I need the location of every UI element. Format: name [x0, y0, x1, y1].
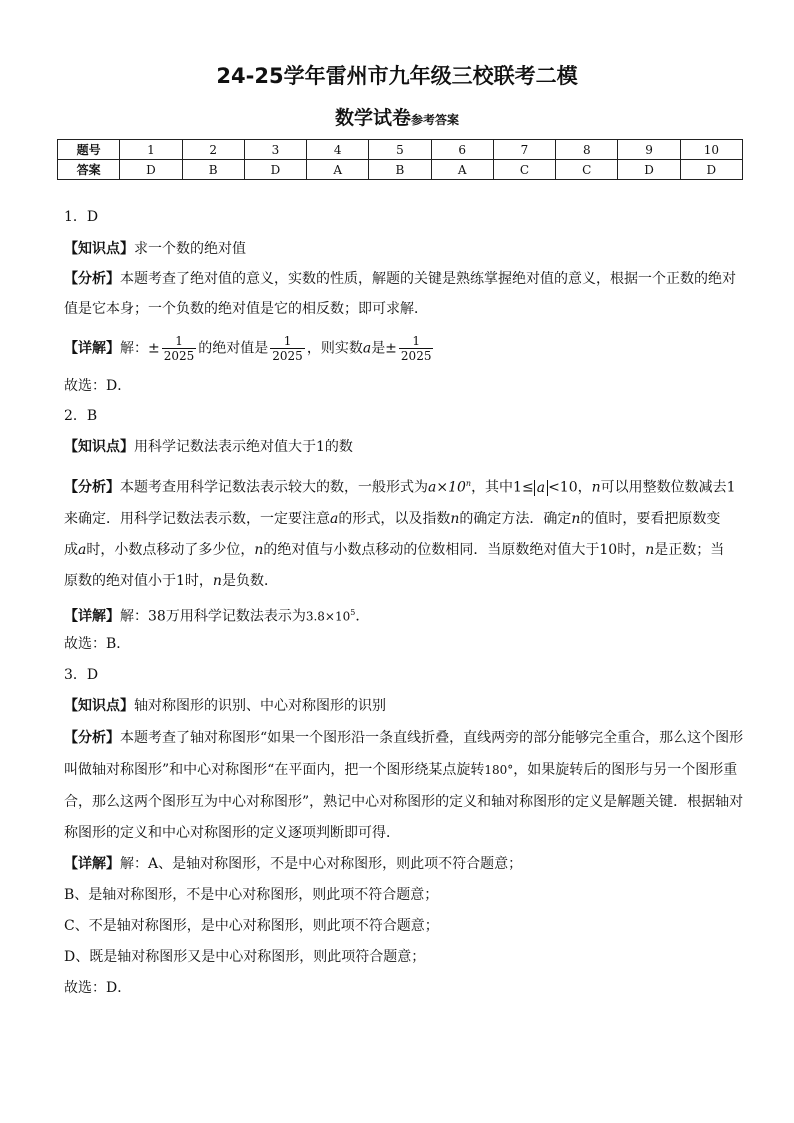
q2-detail-tag: 【详解】: [64, 608, 120, 625]
q2-knowledge-point: [64, 437, 353, 457]
q2-knowledge-text: 用科学记数法表示绝对值大于1的数: [134, 439, 353, 455]
q1-detail-line: [64, 334, 435, 363]
q2-analysis-text: 的确定方法．确定: [459, 511, 572, 527]
q2-sci-form: a×10: [428, 479, 466, 496]
q2-variable-n: n: [645, 542, 655, 558]
q2-analysis-line-2: [64, 509, 720, 529]
q2-analysis-line-1: [64, 474, 736, 498]
q2-analysis-line-4: [64, 571, 278, 591]
q3-detail-tag: 【详解】: [64, 856, 120, 872]
q2-analysis-text: <10，: [548, 479, 592, 496]
q2-detail-text-end: ．: [355, 608, 370, 625]
q2-variable-n: n: [212, 573, 222, 589]
q3-analysis-line-1: [64, 728, 743, 748]
q3-detail-line-3: C、不是轴对称图形，是中心对称图形，则此项不符合题意；: [64, 918, 439, 934]
q2-analysis-text: 成: [64, 542, 78, 558]
q2-analysis-line-3: [64, 540, 724, 560]
q1-detail-text-c: ，则实数: [306, 340, 363, 357]
q2-variable-n: n: [571, 511, 581, 527]
q1-knowledge-text: 求一个数的绝对值: [134, 241, 246, 257]
q3-conclusion: 故选：D．: [64, 980, 132, 996]
q2-detail-text: 解：38万用科学记数法表示为: [120, 608, 306, 625]
answer-cell: A: [307, 160, 369, 180]
q1-analysis-tag: 【分析】: [64, 271, 120, 287]
q2-abs-value: a: [534, 480, 548, 496]
question-number-cell: 4: [307, 140, 369, 160]
answer-cell: C: [556, 160, 618, 180]
answer-cell: D: [680, 160, 742, 180]
row-label-answer: 答案: [58, 160, 120, 180]
q2-variable-a: a: [330, 511, 339, 527]
q2-analysis-text: 的值时，要看把原数变: [580, 511, 721, 527]
subtitle-main: 数学试卷: [334, 107, 411, 129]
q2-analysis-text: 时，小数点移动了多少位，: [86, 542, 255, 558]
q3-analysis-line-2: [64, 760, 737, 780]
q2-analysis-tag: 【分析】: [64, 479, 120, 496]
q1-detail-text-b: 的绝对值是: [198, 340, 269, 357]
q1-knowledge-point: [64, 239, 246, 259]
q1-variable-a: a: [362, 340, 372, 357]
q3-analysis-text: 叫做轴对称图形”和中心对称图形“在平面内，把一个图形绕某点旋转: [64, 762, 485, 778]
q1-analysis-line-2: 值是它本身；一个负数的绝对值是它的相反数；即可求解．: [64, 301, 428, 317]
q1-fraction-denominator: 2025: [400, 349, 432, 363]
question-number-cell: 9: [618, 140, 680, 160]
q1-detail-text-a: 解：±: [120, 340, 160, 357]
q1-fraction: [270, 334, 305, 363]
q3-detail-line-2: B、是轴对称图形，不是中心对称图形，则此项不符合题意；: [64, 887, 439, 903]
q1-detail-tag: 【详解】: [64, 340, 120, 357]
q3-knowledge-tag: 【知识点】: [64, 698, 134, 714]
q2-sci-value: 3.8×10: [305, 609, 351, 624]
answer-table-row-numbers: [58, 140, 743, 160]
q2-analysis-text: ，其中1≤: [471, 479, 534, 496]
q2-analysis-text: 来确定．用科学记数法表示数，一定要注意: [64, 511, 330, 527]
question-number-cell: 8: [556, 140, 618, 160]
q1-conclusion: 故选：D．: [64, 378, 132, 394]
q2-variable-n: n: [591, 479, 601, 496]
q3-knowledge-text: 轴对称图形的识别、中心对称图形的识别: [134, 698, 386, 714]
q1-fraction-denominator: 2025: [163, 349, 195, 363]
q2-sci-exponent: n: [465, 479, 472, 488]
q3-analysis-text: ，如果旋转后的图形与另一个图形重: [513, 762, 738, 778]
q2-variable-n: n: [450, 511, 460, 527]
row-label-number: 题号: [58, 140, 120, 160]
q1-fraction: [399, 334, 434, 363]
q1-fraction-numerator: 1: [162, 334, 197, 349]
q1-fraction-numerator: 1: [270, 334, 305, 349]
q1-fraction-denominator: 2025: [272, 349, 303, 363]
q1-analysis-text-1: 本题考查了绝对值的意义，实数的性质，解题的关键是熟练掌握绝对值的意义，根据一个正数的绝对: [120, 271, 736, 287]
answer-cell: A: [431, 160, 493, 180]
q3-analysis-line-4: 称图形的定义和中心对称图形的定义逐项判断即可得．: [64, 825, 400, 841]
q2-analysis-text: 原数的绝对值小于1时，: [64, 573, 213, 589]
q1-fraction: [162, 334, 197, 363]
q2-analysis-text: 的绝对值与小数点移动的位数相同．当原数绝对值大于10时，: [263, 542, 646, 558]
q2-variable-n: n: [254, 542, 264, 558]
q3-detail-line-1: [64, 854, 522, 874]
q1-fraction-numerator: 1: [399, 334, 434, 349]
q3-knowledge-point: [64, 696, 386, 716]
answer-table-row-answers: [58, 160, 743, 180]
answer-cell: D: [618, 160, 680, 180]
q3-detail-text-1: 解：A、是轴对称图形，不是中心对称图形，则此项不符合题意；: [120, 856, 523, 872]
answer-table: [57, 139, 743, 180]
subtitle-small: 参考答案: [411, 113, 460, 127]
q1-analysis-line-1: [64, 269, 736, 289]
q3-analysis-line-3: 合，那么这两个图形互为中心对称图形”，熟记中心对称图形的定义和轴对称图形的定义是解题关键．根据轴对: [64, 794, 744, 810]
q2-analysis-text: 本题考查用科学记数法表示较大的数，一般形式为: [120, 479, 428, 496]
question-number-cell: 6: [431, 140, 493, 160]
answer-cell: D: [120, 160, 182, 180]
q2-sci-value-exponent: 5: [350, 608, 356, 617]
question-number-cell: 2: [182, 140, 244, 160]
answer-cell: C: [493, 160, 555, 180]
q1-heading: 1．D: [64, 209, 99, 225]
q2-conclusion: 故选：B．: [64, 636, 131, 652]
question-number-cell: 5: [369, 140, 431, 160]
answer-cell: B: [369, 160, 431, 180]
question-number-cell: 1: [120, 140, 182, 160]
q3-detail-line-4: D、既是轴对称图形又是中心对称图形，则此项符合题意；: [64, 949, 426, 965]
q3-heading: 3．D: [64, 667, 99, 683]
answer-cell: D: [244, 160, 306, 180]
question-number-cell: 3: [244, 140, 306, 160]
q2-analysis-text: 是负数．: [221, 573, 278, 589]
q3-degree-value: 180°: [484, 763, 514, 777]
q2-analysis-text: 可以用整数位数减去1: [600, 479, 736, 496]
question-number-cell: 10: [680, 140, 742, 160]
q2-heading: 2．B: [64, 408, 98, 424]
q2-analysis-text: 是正数；当: [654, 542, 725, 558]
q2-analysis-text: 的形式，以及指数: [338, 511, 451, 527]
q3-analysis-tag: 【分析】: [64, 730, 120, 746]
q2-detail-line: [64, 603, 369, 627]
page-title: 24-25学年雷州市九年级三校联考二模: [216, 64, 578, 88]
question-number-cell: 7: [493, 140, 555, 160]
q2-variable-a: a: [78, 542, 87, 558]
q2-knowledge-tag: 【知识点】: [64, 439, 134, 455]
answer-cell: B: [182, 160, 244, 180]
q3-analysis-text-1: 本题考查了轴对称图形“如果一个图形沿一条直线折叠，直线两旁的部分能够完全重合，那么这个图形: [120, 730, 744, 746]
q1-detail-text-d: 是±: [371, 340, 397, 357]
page-subtitle: [0, 103, 794, 130]
q1-knowledge-tag: 【知识点】: [64, 241, 134, 257]
